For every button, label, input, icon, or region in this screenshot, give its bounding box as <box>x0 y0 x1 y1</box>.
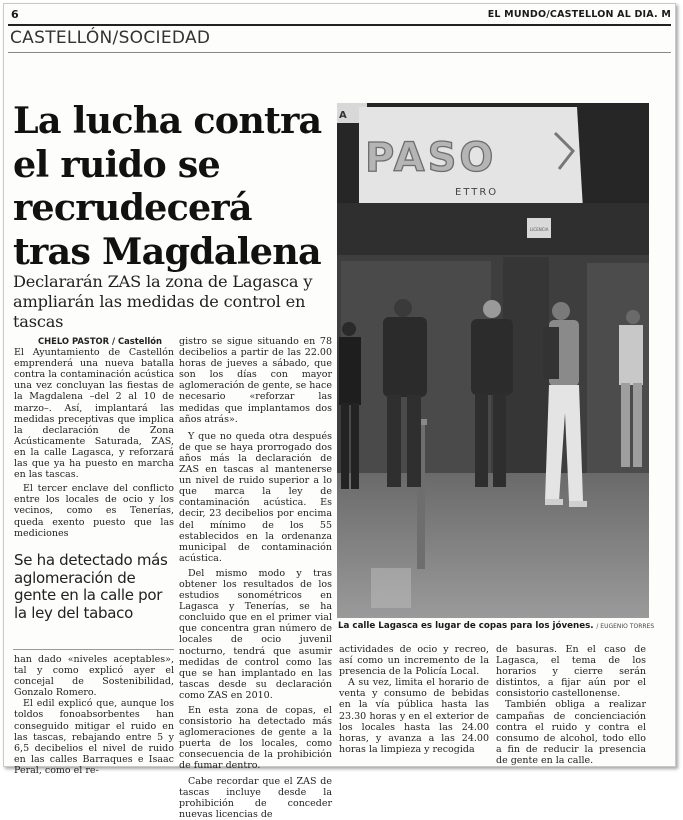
column-2 <box>179 336 332 820</box>
paragraph: El tercer enclave del conflicto entre los locales de ocio y los vecinos, como es Tenerías, queda exento puesto que las mediciones <box>14 483 174 539</box>
paragraph: En esta zona de copas, el consistorio ha detectado más aglomeraciones de gente a la puerta de los locales, como consecuencia de la prohibición de fumar dentro. <box>179 705 332 772</box>
street-photo <box>337 103 649 618</box>
section-title: CASTELLÓN/SOCIEDAD <box>10 28 211 48</box>
column-4 <box>496 644 646 766</box>
paragraph: A su vez, limita el horario de venta y consumo de bebidas en la vía pública hasta las 23.30 horas y en el exterior de los locales hasta las 24.00 horas, y avanza a las 24.00 horas la limpieza y recogida <box>339 677 489 755</box>
paragraph: gistro se sigue situando en 78 decibelios a partir de las 22.00 horas de jueves a sábado, que son los días con mayor aglomeración de gente, se hace necesario «reforzar las medidas que implantamos dos años atrás». <box>179 336 332 425</box>
paragraph: Cabe recordar que el ZAS de tascas incluye desde la prohibición de conceder nuevas licencias de <box>179 775 332 820</box>
paragraph: de basuras. En el caso de Lagasca, el tema de los horarios y cierre serán distintos, a fijar aún por el consistorio castellonense. <box>496 644 646 700</box>
page-number: 6 <box>11 8 19 21</box>
publication-header: EL MUNDO/CASTELLON AL DIA. M <box>487 9 671 20</box>
left-sign-text: A <box>339 110 347 121</box>
photo-credit: / EUGENIO TORRES <box>596 623 655 630</box>
paragraph: Del mismo modo y tras obtener los resultados de los estudios sonométricos en Lagasca y Tenerías, se ha concluido que en el primer vial que concentra gran número de locales de ocio juvenil nocturno, tendrá que asumir medidas de control como las que se han implantado en las tascas desde su declaración como ZAS en 2010. <box>179 567 332 701</box>
column-3 <box>339 644 489 755</box>
license-notice-text: LICENCIA <box>530 227 549 232</box>
paragraph: actividades de ocio y recreo, así como un incremento de la presencia de la Policía Local. <box>339 644 489 678</box>
section-rule <box>8 52 671 53</box>
pull-quote-rule <box>13 649 174 650</box>
column-1-bottom <box>14 654 174 776</box>
paragraph: También obliga a realizar campañas de concienciación contra el ruido y contra el consumo de alcohol, todo ello a fin de reducir la presencia de gente en la calle. <box>496 699 646 766</box>
headline: La lucha contra el ruido se recrudecerá tras Magdalena <box>13 99 322 273</box>
paragraph: El edil explicó que, aunque los toldos fonoabsorbentes han conseguido mitigar el ruido en las tascas, rebajando entre 5 y 6,5 decibelios el nivel de ruido en las calles Barraques e Isaac Peral, como el re- <box>14 698 174 776</box>
paragraph: han dado «niveles aceptables», tal y como explicó ayer el concejal de Sostenibilidad, Gonzalo Romero. <box>14 654 174 699</box>
header-rule <box>8 24 671 26</box>
newspaper-page <box>3 3 676 820</box>
subheadline: Declararán ZAS la zona de Lagasca y ampliarán las medidas de control en tascas <box>13 272 313 331</box>
paragraph: Y que no queda otra después de que se haya prorrogado dos años más la declaración de ZAS en tascas al mantenerse un nivel de ruido superior a lo que marca la ley de contaminación acústica. Es decir, 23 decibelios por encima del mínimo de los 55 establecidos en la ordenanza municipal de contaminación acústica. <box>179 430 332 564</box>
street-light-glare <box>371 568 411 608</box>
shop-sign-text: PASO <box>365 135 497 181</box>
photo-caption <box>338 621 655 631</box>
caption-text: La calle Lagasca es lugar de copas para los jóvenes. <box>338 621 594 631</box>
pull-quote: Se ha detectado más aglomeración de gente en la calle por la ley del tabaco <box>14 551 168 622</box>
shop-sign-subtext: ETTRO <box>455 187 499 198</box>
byline: CHELO PASTOR / Castellón <box>38 336 162 346</box>
facade-band <box>337 203 649 255</box>
paragraph: El Ayuntamiento de Castellón emprenderá una nueva batalla contra la contaminación acústica una vez concluyan las fiestas de la Magdalena –del 2 al 10 de marzo–. Así, implantará las medidas preceptivas que implica la declaración de Zona Acústicamente Saturada, ZAS, en la calle Lagasca, y reforzará las que ya ha puesto en marcha en las tascas. <box>14 347 174 481</box>
column-1-top <box>14 336 174 539</box>
